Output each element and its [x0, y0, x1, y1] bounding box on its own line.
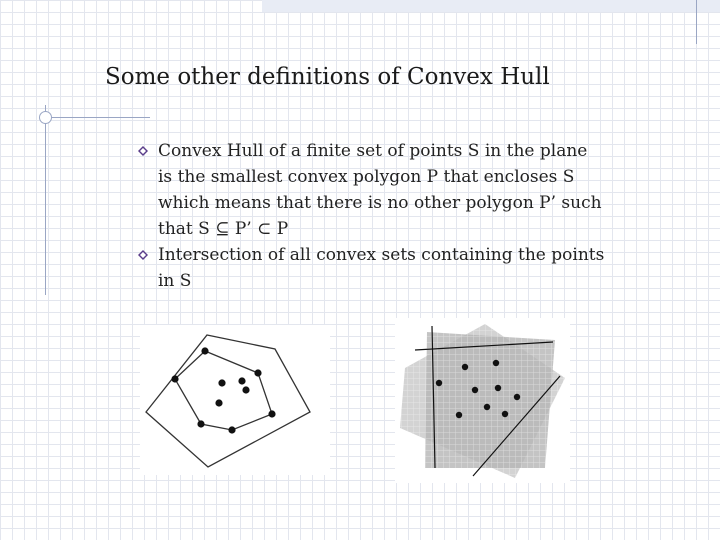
- diamond-bullet-icon: [138, 146, 148, 156]
- bullet-item-intersection: [138, 242, 618, 294]
- bullet-line: is the smallest convex polygon P that encloses S: [158, 167, 575, 187]
- hull-figure-polygon: [140, 325, 330, 475]
- bullet-line: in S: [158, 271, 192, 291]
- diamond-bullet-icon: [138, 250, 148, 260]
- bullet-list: [138, 138, 618, 294]
- corner-circle-icon: [39, 111, 52, 124]
- bullet-item-definition: [138, 138, 618, 242]
- bullet-line: that S ⊆ P’ ⊂ P: [158, 219, 289, 239]
- intersection-figure: [395, 318, 570, 483]
- page-title: Some other definitions of Convex Hull: [105, 64, 550, 90]
- bullet-line: Intersection of all convex sets containing the points: [158, 245, 605, 265]
- left-rule: [45, 105, 46, 295]
- top-right-rule: [696, 0, 697, 44]
- bullet-line: Convex Hull of a finite set of points S in the plane: [158, 141, 588, 161]
- top-deco-bar: [262, 0, 720, 12]
- title-underline: [45, 117, 150, 118]
- bullet-line: which means that there is no other polygon P’ such: [158, 193, 602, 213]
